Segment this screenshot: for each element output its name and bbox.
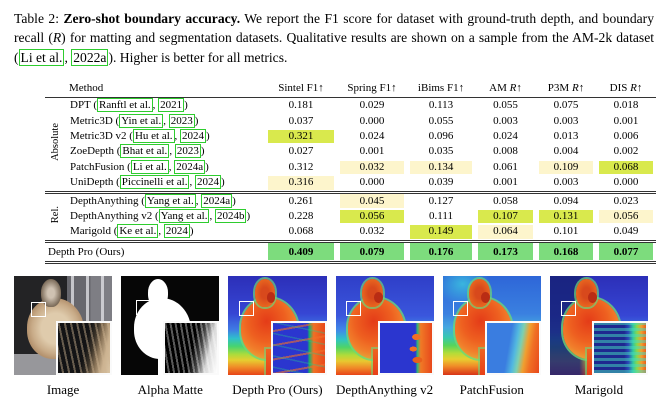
value-cell: 0.312 [288, 160, 314, 173]
citation-author-link[interactable]: Yin et al. [121, 114, 162, 127]
row-group-label: Absolute [49, 123, 61, 162]
value-cell: 0.004 [553, 145, 579, 158]
results-table-wrap [45, 80, 662, 264]
col-header-metric: P3M R↑ [536, 80, 596, 98]
value-cell: 0.055 [428, 114, 454, 127]
value-cell: 0.037 [288, 114, 314, 127]
matte-image [121, 276, 219, 375]
value-cell: 0.003 [553, 176, 579, 189]
col-header-method: Method [67, 80, 265, 98]
qualitative-figure-row [14, 276, 648, 398]
zoom-marker-box [136, 300, 151, 315]
citation-author-link[interactable]: Li et al. [132, 160, 167, 173]
inset-zoom-crop [271, 321, 327, 374]
method-cell: DPT ( Ranftl et al. , 2021 ) [70, 99, 188, 112]
value-cell: 0.001 [613, 114, 639, 127]
value-cell: 0.321 [265, 129, 337, 144]
table-row [45, 114, 656, 129]
method-cell: Marigold ( Ke et al. , 2024 ) [70, 225, 194, 238]
value-cell: 0.018 [613, 99, 639, 112]
value-cell-best: 0.173 [475, 241, 536, 262]
value-cell: 0.000 [359, 176, 385, 189]
depth-mg-image [550, 276, 648, 375]
head-spot [588, 292, 597, 303]
value-cell: 0.002 [613, 145, 639, 158]
citation-author-link[interactable]: Yang et al. [146, 194, 194, 207]
value-cell-best: 0.079 [337, 241, 407, 262]
zoom-marker-box [453, 301, 468, 316]
caption-cite-sep: , [64, 49, 72, 65]
value-cell: 0.039 [428, 176, 454, 189]
figure-panel [121, 276, 219, 398]
citation-year-link[interactable]: 2023 [176, 145, 199, 158]
value-cell: 0.127 [407, 192, 475, 209]
citation-year-link[interactable]: 2024a [176, 160, 204, 173]
panel-label: Image [46, 381, 80, 397]
inset-zoom-crop [485, 321, 541, 374]
value-cell: 0.149 [407, 224, 475, 241]
panel-label: Depth Pro (Ours) [232, 381, 323, 397]
value-cell: 0.049 [613, 225, 639, 238]
value-cell: 0.107 [475, 209, 536, 224]
caption-text-2: ) for matting and segmentation datasets. Qualitative results are shown on a sample from the AM-2k dataset ( [14, 30, 655, 65]
up-arrow-icon: ↑ [516, 82, 522, 95]
value-cell: 0.101 [553, 225, 579, 238]
value-cell: 0.181 [288, 99, 314, 112]
zoom-marker-box [239, 301, 254, 316]
method-cell: Metric3D ( Yin et al. , 2023 ) [70, 114, 199, 127]
method-cell: DepthAnything v2 ( Yang et al. , 2024b ) [70, 210, 251, 223]
col-header-metric: iBims F1↑ [407, 80, 475, 98]
citation-author-link[interactable]: Li et al. [20, 49, 63, 65]
figure-panel [228, 276, 326, 398]
row-group-label: Rel. [45, 192, 67, 241]
inset-zoom-crop [56, 321, 112, 374]
depth-pro-row [45, 241, 656, 262]
value-cell: 0.113 [428, 99, 454, 112]
citation-year-link[interactable]: 2024 [196, 176, 219, 189]
corner-spacer [45, 80, 67, 98]
citation-year-link[interactable]: 2024 [182, 130, 205, 143]
method-cell: Metric3D v2 ( Hu et al. , 2024 ) [70, 130, 210, 143]
value-cell: 0.134 [407, 160, 475, 175]
inset-zoom-crop [378, 321, 434, 374]
citation-year-link[interactable]: 2022a [73, 49, 107, 65]
head-spot [481, 292, 490, 303]
citation-author-link[interactable]: Ranftl et al. [99, 99, 151, 112]
value-cell: 0.023 [596, 192, 656, 209]
citation-year-link[interactable]: 2024a [203, 194, 231, 207]
method-cell: DepthAnything ( Yang et al. , 2024a ) [67, 192, 265, 209]
value-cell: 0.000 [359, 114, 385, 127]
table-row [45, 98, 656, 114]
table-row [45, 209, 656, 224]
citation-year-link[interactable]: 2024b [216, 210, 245, 223]
value-cell: 0.056 [337, 209, 407, 224]
value-cell: 0.035 [428, 145, 454, 158]
method-cell: PatchFusion ( Li et al. , 2024a ) [70, 160, 209, 173]
table-row [45, 144, 656, 159]
zoom-marker-box [31, 302, 46, 317]
value-cell: 0.111 [429, 210, 453, 223]
caption-text-1: We report the F1 score for dataset with ground-truth depth, and boundary recall ( [14, 11, 654, 46]
panel-label: DepthAnything v2 [336, 381, 434, 397]
col-header-metric: AM R↑ [475, 80, 536, 98]
value-cell: 0.096 [428, 130, 454, 143]
value-cell: 0.075 [553, 99, 579, 112]
value-cell: 0.008 [493, 145, 518, 158]
value-cell: 0.029 [359, 99, 385, 112]
up-arrow-icon: ↑ [458, 82, 465, 95]
table-row [45, 175, 656, 192]
panel-label: Alpha Matte [137, 381, 203, 397]
value-cell: 0.032 [337, 160, 407, 175]
value-cell-best: 0.168 [536, 241, 596, 262]
head-spot [267, 292, 276, 303]
value-cell: 0.003 [493, 114, 518, 127]
caption-bold-title: Zero-shot boundary accuracy. [63, 11, 241, 26]
value-cell-best: 0.077 [596, 241, 656, 262]
method-cell: Depth Pro (Ours) [45, 241, 265, 262]
up-arrow-icon: ↑ [578, 82, 585, 95]
citation-author-link[interactable]: Ke et al. [119, 225, 157, 238]
value-cell: 0.045 [337, 192, 407, 209]
value-cell: 0.109 [536, 160, 596, 175]
table-caption [14, 9, 654, 67]
table-row [45, 160, 656, 175]
photo-image [14, 276, 112, 375]
value-cell: 0.055 [493, 99, 518, 112]
zoom-marker-box [561, 301, 576, 316]
value-cell: 0.094 [536, 192, 596, 209]
value-cell: 0.058 [475, 192, 536, 209]
method-cell: UniDepth ( Piccinelli et al. , 2024 ) [70, 176, 225, 189]
method-cell: ZoeDepth ( Bhat et al. , 2023 ) [70, 145, 205, 158]
value-cell-best: 0.176 [407, 241, 475, 262]
figure-panel [550, 276, 648, 398]
col-header-metric: DIS R↑ [596, 80, 656, 98]
value-cell: 0.024 [359, 130, 385, 143]
citation-author-link[interactable]: Bhat et al. [122, 145, 168, 158]
value-cell: 0.316 [265, 175, 337, 192]
citation-author-link[interactable]: Hu et al. [134, 130, 173, 143]
value-cell: 0.068 [288, 225, 314, 238]
figure-panel [443, 276, 541, 398]
value-cell: 0.056 [596, 209, 656, 224]
citation-year-link[interactable]: 2023 [170, 114, 193, 127]
value-cell: 0.000 [613, 176, 639, 189]
head-spot [374, 292, 383, 303]
results-table [45, 80, 656, 264]
value-cell: 0.013 [553, 130, 579, 143]
panel-label: Marigold [574, 381, 624, 397]
col-header-metric: Spring F1↑ [337, 80, 407, 98]
value-cell: 0.006 [613, 130, 639, 143]
value-cell: 0.027 [288, 145, 314, 158]
citation-year-link[interactable]: 2024 [165, 225, 188, 238]
col-header-metric: Sintel F1↑ [265, 80, 337, 98]
panel-label: PatchFusion [459, 381, 524, 397]
value-cell: 0.024 [493, 130, 518, 143]
table-row [45, 224, 656, 241]
zoom-marker-box [346, 301, 361, 316]
up-arrow-icon: ↑ [391, 82, 397, 95]
citation-author-link[interactable]: Yang et al. [160, 210, 208, 223]
value-cell: 0.261 [265, 192, 337, 209]
up-arrow-icon: ↑ [318, 82, 324, 95]
value-cell: 0.131 [536, 209, 596, 224]
depth-da2-image [336, 276, 434, 375]
citation-author-link[interactable]: Piccinelli et al. [121, 176, 188, 189]
value-cell-best: 0.409 [265, 241, 337, 262]
value-cell: 0.001 [493, 176, 518, 189]
table-row [45, 129, 656, 144]
figure-panel [14, 276, 112, 398]
value-cell: 0.032 [359, 225, 385, 238]
value-cell: 0.064 [475, 224, 536, 241]
table-row [45, 192, 656, 209]
value-cell: 0.061 [493, 160, 518, 173]
value-cell: 0.001 [359, 145, 385, 158]
value-cell: 0.003 [553, 114, 579, 127]
depth-pro-image [228, 276, 326, 375]
value-cell: 0.068 [596, 160, 656, 175]
up-arrow-icon: ↑ [636, 82, 643, 95]
citation-year-link[interactable]: 2021 [160, 99, 183, 112]
inset-zoom-crop [592, 321, 648, 374]
depth-pf-image [443, 276, 541, 375]
figure-panel [336, 276, 434, 398]
value-cell: 0.228 [288, 210, 314, 223]
inset-zoom-crop [163, 321, 219, 374]
caption-math-r: R [52, 30, 62, 46]
caption-prefix: Table 2: [14, 11, 64, 26]
table-header-row [45, 80, 656, 98]
caption-text-3: ). Higher is better for all metrics. [108, 49, 288, 65]
